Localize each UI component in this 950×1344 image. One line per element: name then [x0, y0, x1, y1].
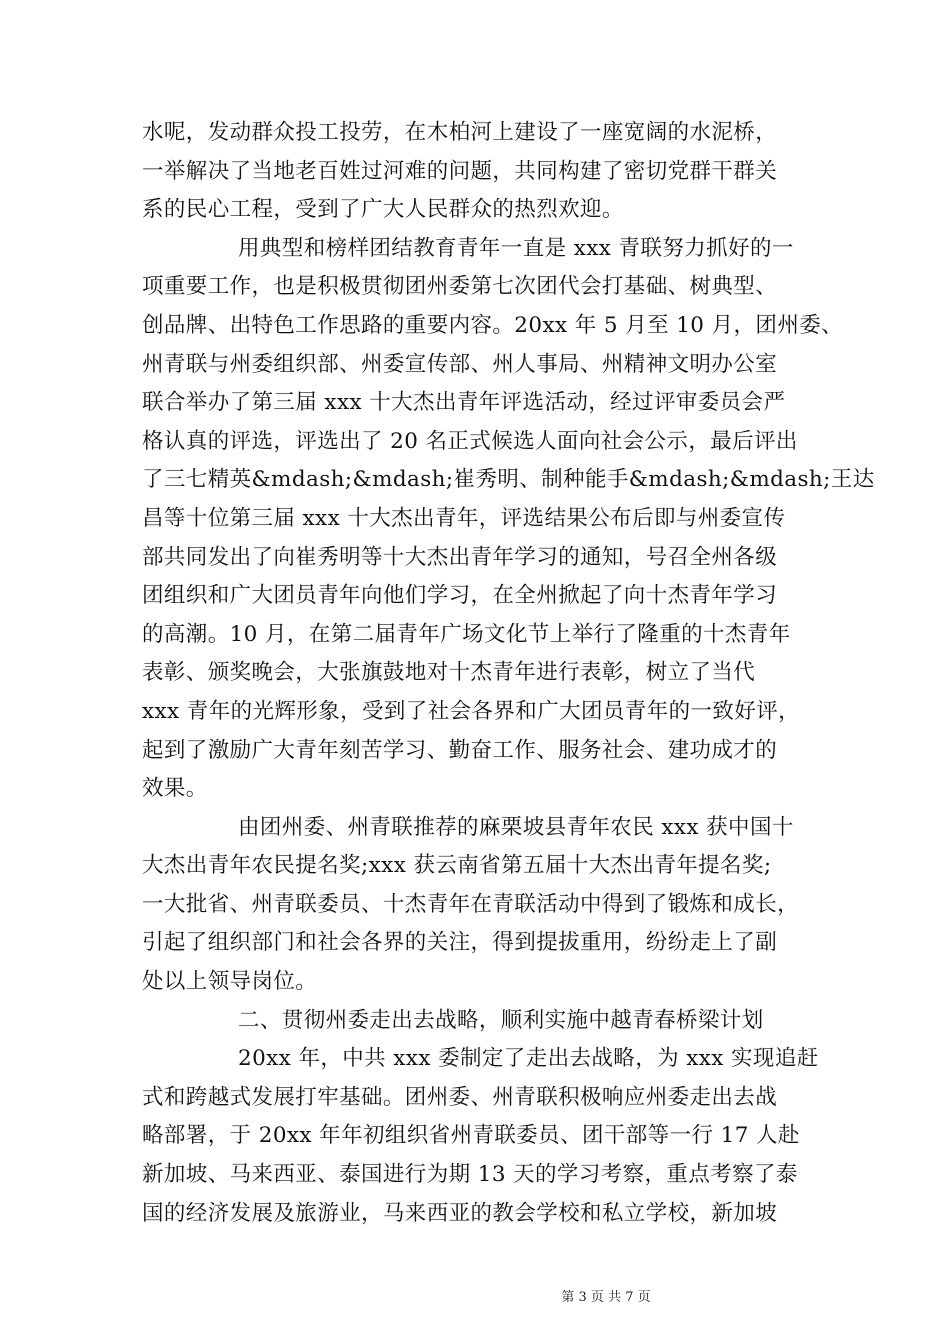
text-line: 由团州委、州青联推荐的麻栗坡县青年农民 xxx 获中国十 [238, 814, 794, 840]
text-line: 效果。 [142, 776, 208, 802]
text-line: 联合举办了第三届 xxx 十大杰出青年评选活动，经过评审委员会严 [142, 390, 786, 416]
text-line: 的高潮。10 月，在第二届青年广场文化节上举行了隆重的十杰青年 [142, 621, 791, 647]
text-line: 引起了组织部门和社会各界的关注，得到提拔重用，纷纷走上了副 [142, 930, 778, 956]
document-body [142, 114, 875, 1233]
text-line: 水呢，发动群众投工投劳，在木柏河上建设了一座宽阔的水泥桥， [142, 120, 778, 145]
text-line: 表彰、颁奖晚会，大张旗鼓地对十杰青年进行表彰，树立了当代 [142, 660, 756, 686]
text-line: 处以上领导岗位。 [142, 969, 318, 995]
text-line: 国的经济发展及旅游业，马来西亚的教会学校和私立学校，新加坡 [142, 1200, 778, 1226]
text-line: 项重要工作，也是积极贯彻团州委第七次团代会打基础、树典型、 [142, 274, 778, 300]
text-line: 20xx 年，中共 xxx 委制定了走出去战略，为 xxx 实现追赶 [238, 1046, 819, 1072]
text-line: 格认真的评选，评选出了 20 名正式候选人面向社会公示，最后评出 [142, 428, 798, 454]
text-line: 创品牌、出特色工作思路的重要内容。20xx 年 5 月至 10 月，团州委、 [142, 312, 844, 338]
text-line: 部共同发出了向崔秀明等十大杰出青年学习的通知，号召全州各级 [142, 544, 778, 570]
text-line: xxx 青年的光辉形象，受到了社会各界和广大团员青年的一致好评， [142, 698, 801, 724]
text-line: 一举解决了当地老百姓过河难的问题，共同构建了密切党群干群关 [142, 158, 778, 184]
text-line: 式和跨越式发展打牢基础。团州委、州青联积极响应州委走出去战 [142, 1084, 778, 1110]
text-line: 一大批省、州青联委员、十杰青年在青联活动中得到了锻炼和成长， [142, 891, 800, 917]
text-line: 团组织和广大团员青年向他们学习，在全州掀起了向十杰青年学习 [142, 583, 778, 609]
text-line: 起到了激励广大青年刻苦学习、勤奋工作、服务社会、建功成才的 [142, 737, 778, 763]
text-line: 系的民心工程，受到了广大人民群众的热烈欢迎。 [142, 197, 624, 223]
text-line: 略部署，于 20xx 年年初组织省州青联委员、团干部等一行 17 人赴 [142, 1123, 800, 1149]
text-line: 了三七精英&mdash;&mdash;崔秀明、制种能手&mdash;&mdash;王达 [142, 467, 875, 493]
text-line: 新加坡、马来西亚、泰国进行为期 13 天的学习考察，重点考察了泰 [142, 1162, 798, 1188]
text-line: 昌等十位第三届 xxx 十大杰出青年，评选结果公布后即与州委宣传 [142, 505, 786, 531]
page-footer: 第 3 页 共 7 页 [561, 1290, 651, 1305]
text-line: 大杰出青年农民提名奖;xxx 获云南省第五届十大杰出青年提名奖; [142, 853, 772, 879]
text-line: 二、贯彻州委走出去战略，顺利实施中越青春桥梁计划 [238, 1007, 764, 1033]
text-line: 州青联与州委组织部、州委宣传部、州人事局、州精神文明办公室 [142, 351, 778, 377]
text-line: 用典型和榜样团结教育青年一直是 xxx 青联努力抓好的一 [238, 235, 794, 261]
